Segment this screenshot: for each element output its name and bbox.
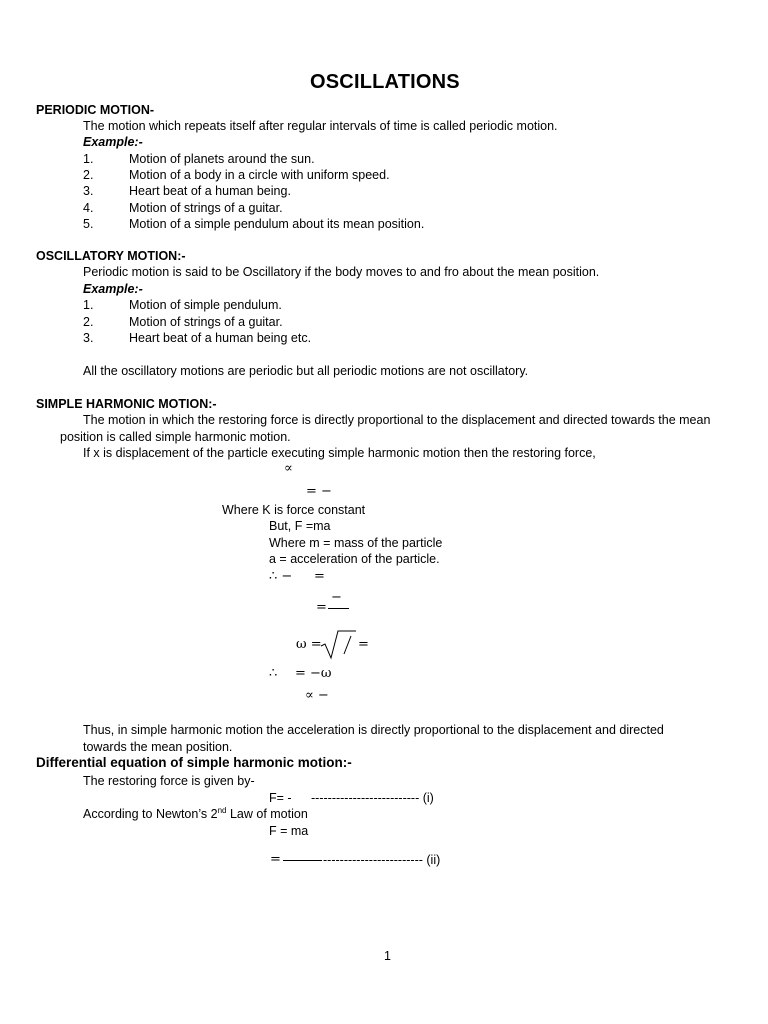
- force-ma-equation: F = ma: [269, 824, 309, 838]
- acceleration-definition: a = acceleration of the particle.: [269, 552, 440, 566]
- page-number: 1: [384, 949, 391, 963]
- list-item-number: 2.: [83, 315, 94, 329]
- fraction-bar: [328, 608, 349, 609]
- fraction-bar: [283, 860, 322, 861]
- oscillatory-motion-heading: OSCILLATORY MOTION:-: [36, 249, 186, 263]
- oscillatory-motion-definition: Periodic motion is said to be Oscillatory if the body moves to and fro about the mean position.: [83, 265, 600, 279]
- therefore-equation-1-equals: =: [314, 569, 325, 584]
- list-item: Motion of a simple pendulum about its mean position.: [129, 217, 425, 231]
- mass-definition: Where m = mass of the particle: [269, 536, 443, 550]
- omega-equation-equals: =: [358, 637, 369, 652]
- equation-force-negative: = −: [306, 484, 332, 499]
- equation-1-lhs: F= -: [269, 791, 292, 805]
- shm-restoring-force-intro: If x is displacement of the particle executing simple harmonic motion then the restoring force,: [83, 446, 596, 460]
- list-item-number: 5.: [83, 217, 94, 231]
- periodic-example-label: Example:-: [83, 135, 143, 149]
- list-item: Heart beat of a human being.: [129, 184, 291, 198]
- periodic-motion-heading: PERIODIC MOTION-: [36, 103, 155, 117]
- list-item-number: 2.: [83, 168, 94, 182]
- therefore-symbol: ∴: [269, 666, 278, 681]
- list-item-number: 3.: [83, 331, 94, 345]
- newton-law-text-end: Law of motion: [226, 807, 308, 821]
- page-title: OSCILLATIONS: [310, 71, 460, 93]
- list-item: Motion of strings of a guitar.: [129, 315, 283, 329]
- list-item-number: 1.: [83, 152, 94, 166]
- differential-equation-heading: Differential equation of simple harmonic motion:-: [36, 755, 352, 770]
- fraction-numerator: −: [331, 590, 342, 605]
- acceleration-omega-equation: = −ω: [295, 666, 332, 681]
- list-item: Motion of simple pendulum.: [129, 298, 282, 312]
- newton-law-text: According to Newton’s 2: [83, 807, 218, 821]
- list-item: Motion of planets around the sun.: [129, 152, 315, 166]
- list-item-number: 4.: [83, 201, 94, 215]
- list-item: Heart beat of a human being etc.: [129, 331, 312, 345]
- newton-force-line: But, F =ma: [269, 519, 331, 533]
- newton-law-line: [83, 806, 308, 822]
- list-item: Motion of strings of a guitar.: [129, 201, 283, 215]
- equation-1-label: -------------------------- (i): [311, 791, 434, 805]
- periodic-motion-definition: The motion which repeats itself after regular intervals of time is called periodic motion.: [83, 119, 558, 133]
- shm-conclusion-line1: Thus, in simple harmonic motion the acceleration is directly proportional to the displacement and directed: [83, 723, 664, 737]
- fraction-equation: =: [316, 600, 327, 615]
- square-root-icon: [320, 628, 358, 660]
- list-item-number: 1.: [83, 298, 94, 312]
- shm-conclusion-line2: towards the mean position.: [83, 740, 233, 754]
- oscillatory-example-label: Example:-: [83, 282, 143, 296]
- equation-2-equals: =: [270, 852, 281, 867]
- acceleration-proportional: ∝ −: [305, 688, 329, 703]
- shm-heading: SIMPLE HARMONIC MOTION:-: [36, 397, 217, 411]
- list-item-number: 3.: [83, 184, 94, 198]
- therefore-equation-1: ∴ −: [269, 569, 293, 584]
- proportional-symbol: ∝: [284, 461, 293, 476]
- oscillatory-note: All the oscillatory motions are periodic but all periodic motions are not oscillatory.: [83, 364, 529, 378]
- list-item: Motion of a body in a circle with uniform speed.: [129, 168, 390, 182]
- equation-2-label: ------------------------ (ii): [323, 853, 441, 867]
- force-constant-note: Where K is force constant: [222, 503, 366, 517]
- omega-equation: ω =: [296, 637, 322, 652]
- ordinal-suffix: nd: [217, 805, 227, 815]
- shm-definition-line1: The motion in which the restoring force is directly proportional to the displacement and directed towards the mean: [83, 413, 711, 427]
- restoring-force-line: The restoring force is given by-: [83, 774, 255, 788]
- shm-definition-line2: position is called simple harmonic motion.: [60, 430, 291, 444]
